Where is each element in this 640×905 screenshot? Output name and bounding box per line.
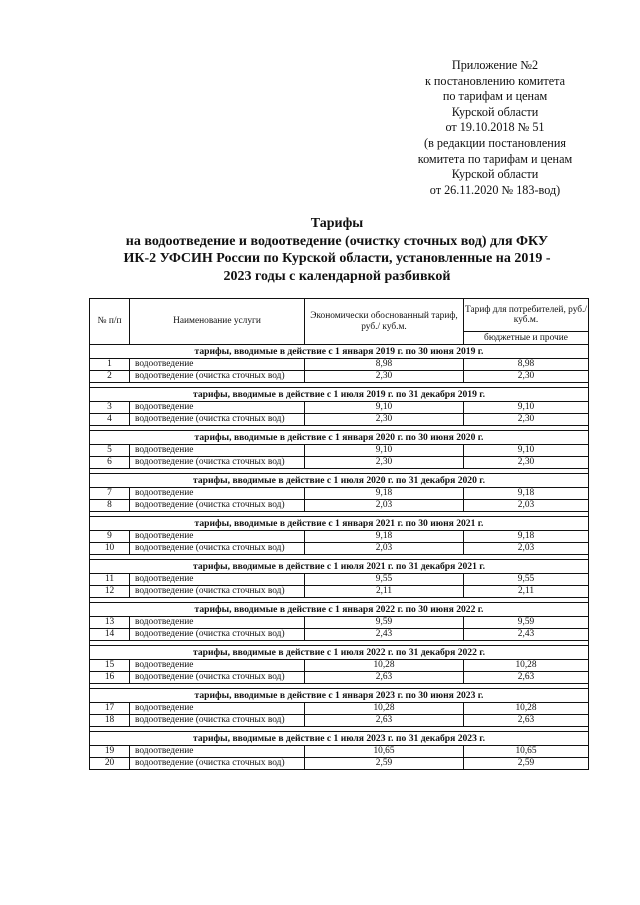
document-title xyxy=(98,215,576,285)
service-name: водоотведение xyxy=(130,660,305,672)
period-row xyxy=(90,388,589,402)
service-name: водоотведение (очистка сточных вод) xyxy=(130,715,305,727)
row-number: 14 xyxy=(90,629,130,641)
tariff-table xyxy=(89,298,589,770)
period-row xyxy=(90,431,589,445)
row-number: 18 xyxy=(90,715,130,727)
consumer-tariff: 10,28 xyxy=(464,703,589,715)
row-number: 7 xyxy=(90,488,130,500)
consumer-tariff: 10,65 xyxy=(464,746,589,758)
table-row xyxy=(90,371,589,383)
appendix-line: Курской области xyxy=(451,104,539,119)
table-row xyxy=(90,457,589,469)
service-name: водоотведение xyxy=(130,531,305,543)
period-row xyxy=(90,345,589,359)
consumer-tariff: 9,18 xyxy=(464,488,589,500)
economic-tariff: 9,18 xyxy=(305,531,464,543)
economic-tariff: 10,28 xyxy=(305,660,464,672)
table-row xyxy=(90,359,589,371)
table-row xyxy=(90,402,589,414)
period-row xyxy=(90,517,589,531)
period-row xyxy=(90,560,589,574)
table-row xyxy=(90,543,589,555)
period-row xyxy=(90,732,589,746)
title-line: на водоотведение и водоотведение (очистку сточных вод) для ФКУ xyxy=(125,233,549,249)
row-number: 1 xyxy=(90,359,130,371)
period-label: тарифы, вводимые в действие с 1 июля 2023 г. по 31 декабря 2023 г. xyxy=(90,732,589,746)
service-name: водоотведение xyxy=(130,574,305,586)
row-number: 6 xyxy=(90,457,130,469)
consumer-tariff: 9,18 xyxy=(464,531,589,543)
appendix-block xyxy=(395,58,595,198)
economic-tariff: 9,10 xyxy=(305,445,464,457)
title-line: 2023 годы с календарной разбивкой xyxy=(223,268,451,284)
title-line: Тарифы xyxy=(310,216,364,231)
consumer-tariff: 2,30 xyxy=(464,457,589,469)
table-row xyxy=(90,617,589,629)
row-number: 5 xyxy=(90,445,130,457)
row-number: 3 xyxy=(90,402,130,414)
economic-tariff: 2,30 xyxy=(305,414,464,426)
consumer-tariff: 2,63 xyxy=(464,715,589,727)
economic-tariff: 2,30 xyxy=(305,371,464,383)
period-label: тарифы, вводимые в действие с 1 июля 2020 г. по 31 декабря 2020 г. xyxy=(90,474,589,488)
table-row xyxy=(90,586,589,598)
header-consumer: Тариф для потребителей, руб./куб.м. xyxy=(464,299,589,332)
service-name: водоотведение xyxy=(130,703,305,715)
row-number: 19 xyxy=(90,746,130,758)
economic-tariff: 9,59 xyxy=(305,617,464,629)
service-name: водоотведение xyxy=(130,488,305,500)
service-name: водоотведение (очистка сточных вод) xyxy=(130,457,305,469)
economic-tariff: 10,28 xyxy=(305,703,464,715)
table-row xyxy=(90,660,589,672)
economic-tariff: 9,10 xyxy=(305,402,464,414)
service-name: водоотведение (очистка сточных вод) xyxy=(130,629,305,641)
economic-tariff: 2,59 xyxy=(305,758,464,770)
economic-tariff: 2,03 xyxy=(305,500,464,512)
service-name: водоотведение (очистка сточных вод) xyxy=(130,500,305,512)
period-row xyxy=(90,689,589,703)
row-number: 4 xyxy=(90,414,130,426)
appendix-line: к постановлению комитета xyxy=(424,73,566,88)
row-number: 13 xyxy=(90,617,130,629)
period-label: тарифы, вводимые в действие с 1 января 2023 г. по 30 июня 2023 г. xyxy=(90,689,589,703)
table-row xyxy=(90,715,589,727)
consumer-tariff: 9,10 xyxy=(464,402,589,414)
period-row xyxy=(90,474,589,488)
period-label: тарифы, вводимые в действие с 1 января 2020 г. по 30 июня 2020 г. xyxy=(90,431,589,445)
consumer-tariff: 9,10 xyxy=(464,445,589,457)
service-name: водоотведение xyxy=(130,359,305,371)
economic-tariff: 8,98 xyxy=(305,359,464,371)
consumer-tariff: 2,03 xyxy=(464,543,589,555)
table-row xyxy=(90,672,589,684)
header-num: № п/п xyxy=(90,299,130,345)
row-number: 12 xyxy=(90,586,130,598)
header-name: Наименование услуги xyxy=(130,299,305,345)
economic-tariff: 2,30 xyxy=(305,457,464,469)
consumer-tariff: 9,55 xyxy=(464,574,589,586)
consumer-tariff: 9,59 xyxy=(464,617,589,629)
service-name: водоотведение xyxy=(130,617,305,629)
table-row xyxy=(90,500,589,512)
period-label: тарифы, вводимые в действие с 1 июля 2019 г. по 31 декабря 2019 г. xyxy=(90,388,589,402)
table-row xyxy=(90,703,589,715)
period-label: тарифы, вводимые в действие с 1 июля 2021 г. по 31 декабря 2021 г. xyxy=(90,560,589,574)
row-number: 16 xyxy=(90,672,130,684)
row-number: 11 xyxy=(90,574,130,586)
table-row xyxy=(90,445,589,457)
period-label: тарифы, вводимые в действие с 1 января 2019 г. по 30 июня 2019 г. xyxy=(90,345,589,359)
table-row xyxy=(90,746,589,758)
period-label: тарифы, вводимые в действие с 1 января 2022 г. по 30 июня 2022 г. xyxy=(90,603,589,617)
consumer-tariff: 2,30 xyxy=(464,414,589,426)
appendix-line: Курской области xyxy=(451,167,539,182)
economic-tariff: 10,65 xyxy=(305,746,464,758)
appendix-line: от 26.11.2020 № 183-вод) xyxy=(429,182,561,197)
row-number: 8 xyxy=(90,500,130,512)
period-row xyxy=(90,646,589,660)
service-name: водоотведение xyxy=(130,445,305,457)
appendix-line: комитета по тарифам и ценам xyxy=(417,151,573,166)
consumer-tariff: 2,30 xyxy=(464,371,589,383)
period-label: тарифы, вводимые в действие с 1 июля 2022 г. по 31 декабря 2022 г. xyxy=(90,646,589,660)
table-row xyxy=(90,574,589,586)
appendix-line: от 19.10.2018 № 51 xyxy=(445,120,545,135)
header-consumer-sub: бюджетные и прочие xyxy=(464,332,589,345)
period-label: тарифы, вводимые в действие с 1 января 2021 г. по 30 июня 2021 г. xyxy=(90,517,589,531)
appendix-line: Приложение №2 xyxy=(451,58,539,72)
economic-tariff: 2,11 xyxy=(305,586,464,598)
appendix-line: (в редакции постановления xyxy=(424,135,566,150)
appendix-line: по тарифам и ценам xyxy=(442,89,548,104)
economic-tariff: 2,03 xyxy=(305,543,464,555)
service-name: водоотведение xyxy=(130,746,305,758)
consumer-tariff: 2,63 xyxy=(464,672,589,684)
service-name: водоотведение (очистка сточных вод) xyxy=(130,371,305,383)
service-name: водоотведение (очистка сточных вод) xyxy=(130,543,305,555)
service-name: водоотведение (очистка сточных вод) xyxy=(130,672,305,684)
table-row xyxy=(90,414,589,426)
header-economic: Экономически обоснованный тариф, руб./ куб.м. xyxy=(305,299,464,345)
economic-tariff: 9,55 xyxy=(305,574,464,586)
row-number: 9 xyxy=(90,531,130,543)
economic-tariff: 2,63 xyxy=(305,672,464,684)
row-number: 2 xyxy=(90,371,130,383)
consumer-tariff: 10,28 xyxy=(464,660,589,672)
service-name: водоотведение (очистка сточных вод) xyxy=(130,758,305,770)
consumer-tariff: 2,03 xyxy=(464,500,589,512)
service-name: водоотведение xyxy=(130,402,305,414)
service-name: водоотведение (очистка сточных вод) xyxy=(130,586,305,598)
table-row xyxy=(90,629,589,641)
row-number: 15 xyxy=(90,660,130,672)
economic-tariff: 2,43 xyxy=(305,629,464,641)
economic-tariff: 9,18 xyxy=(305,488,464,500)
service-name: водоотведение (очистка сточных вод) xyxy=(130,414,305,426)
table-row xyxy=(90,758,589,770)
consumer-tariff: 2,43 xyxy=(464,629,589,641)
consumer-tariff: 8,98 xyxy=(464,359,589,371)
consumer-tariff: 2,11 xyxy=(464,586,589,598)
table-row xyxy=(90,488,589,500)
economic-tariff: 2,63 xyxy=(305,715,464,727)
consumer-tariff: 2,59 xyxy=(464,758,589,770)
row-number: 20 xyxy=(90,758,130,770)
row-number: 10 xyxy=(90,543,130,555)
table-row xyxy=(90,531,589,543)
row-number: 17 xyxy=(90,703,130,715)
title-line: ИК-2 УФСИН России по Курской области, установленные на 2019 - xyxy=(123,251,551,266)
period-row xyxy=(90,603,589,617)
